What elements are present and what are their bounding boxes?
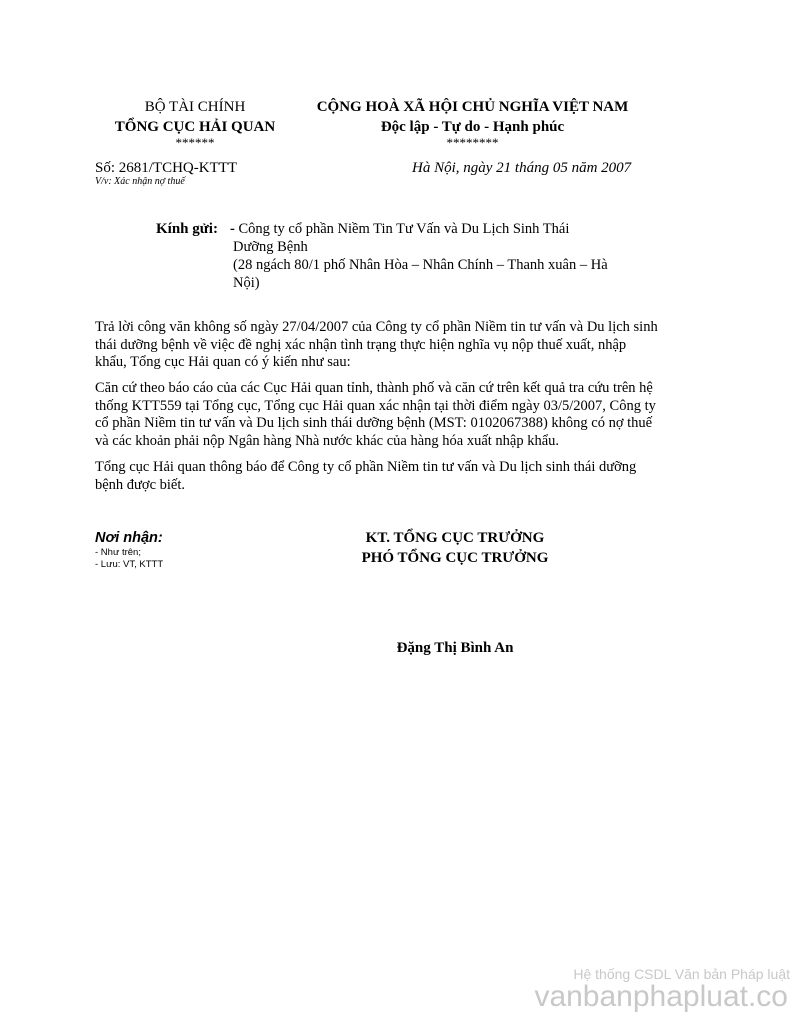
body-paragraph-3 [95,459,715,494]
recipient-dash: - [230,221,235,237]
national-motto: Độc lập - Tự do - Hạnh phúc [380,119,565,135]
department-name: TỔNG CỤC HẢI QUAN [114,119,276,135]
body-paragraph-2 [95,380,715,450]
recipients-block [95,529,163,571]
watermark-line-1: Hệ thống CSDL Văn bản Pháp luật [573,966,790,982]
watermark-line-2: vanbanphapluat.co [534,980,788,1013]
body-p2-line: và các khoản phải nộp Ngân hàng Nhà nước khác của hàng hóa xuất nhập khẩu. [95,432,560,449]
ministry-name: BỘ TÀI CHÍNH [144,99,246,115]
header-right [300,97,645,149]
header-left [95,97,295,149]
place-date: Hà Nội, ngày 21 tháng 05 năm 2007 [412,160,632,176]
recipient-line-1: - Công ty cổ phần Niềm Tin Tư Vấn và Du Lịch Sinh Thái [230,221,570,237]
recipient-line-4: Nội) [233,275,260,291]
body-p1-line: khẩu, Tổng cục Hải quan có ý kiến như sau: [95,354,351,370]
body-p3-line: Tổng cục Hải quan thông báo để Công ty cổ phần Niềm tin tư vấn và Du lịch sinh thái dưỡng [95,459,637,475]
signature-block [330,528,580,568]
recipient-line-3: (28 ngách 80/1 phố Nhân Hòa – Nhân Chính – Thanh xuân – Hà [233,257,608,273]
body-p2-line: cổ phần Niềm tin tư vấn và Du lịch sinh thái dưỡng bệnh (MST: 0102067388) không có nợ thuế [95,415,653,431]
recipients-item: - Lưu: VT, KTTT [95,559,164,570]
header-right-stars: ******** [446,135,499,150]
signer-name: Đặng Thị Bình An [396,640,514,656]
header-left-stars: ****** [175,135,215,150]
document-subject: V/v: Xác nhận nợ thuế [95,176,185,187]
recipients-item: - Như trên; [95,547,141,558]
body-p1-line: Trả lời công văn không số ngày 27/04/2007 của Công ty cổ phần Niềm tin tư vấn và Du lịch sinh [95,319,658,335]
signer-role-2: PHÓ TỔNG CỤC TRƯỞNG [361,550,549,566]
body-p1-line: thái dưỡng bệnh về việc đề nghị xác nhận tình trạng thực hiện nghĩa vụ nộp thuế xuất, nhập [95,336,627,353]
document-number: Số: 2681/TCHQ-KTTT [95,160,238,176]
recipients-title: Nơi nhận: [95,530,163,546]
recipient-block [230,219,690,293]
recipient-label: Kính gửi: [156,221,218,237]
body-p2-line: thống KTT559 tại Tổng cục, Tổng cục Hải quan xác nhận tại thời điểm ngày 03/5/2007, Công ty [95,397,656,414]
signer-role-1: KT. TỔNG CỤC TRƯỞNG [365,530,545,546]
recipient-line-2: Dưỡng Bệnh [233,239,308,255]
body-paragraph-1 [95,319,715,372]
body-p3-line: bệnh được biết. [95,476,186,493]
body-p2-line: Căn cứ theo báo cáo của các Cục Hải quan tỉnh, thành phố và căn cứ trên kết quả tra cứu trên hệ [95,380,653,396]
country-name: CỘNG HOÀ XÃ HỘI CHỦ NGHĨA VIỆT NAM [316,99,629,115]
